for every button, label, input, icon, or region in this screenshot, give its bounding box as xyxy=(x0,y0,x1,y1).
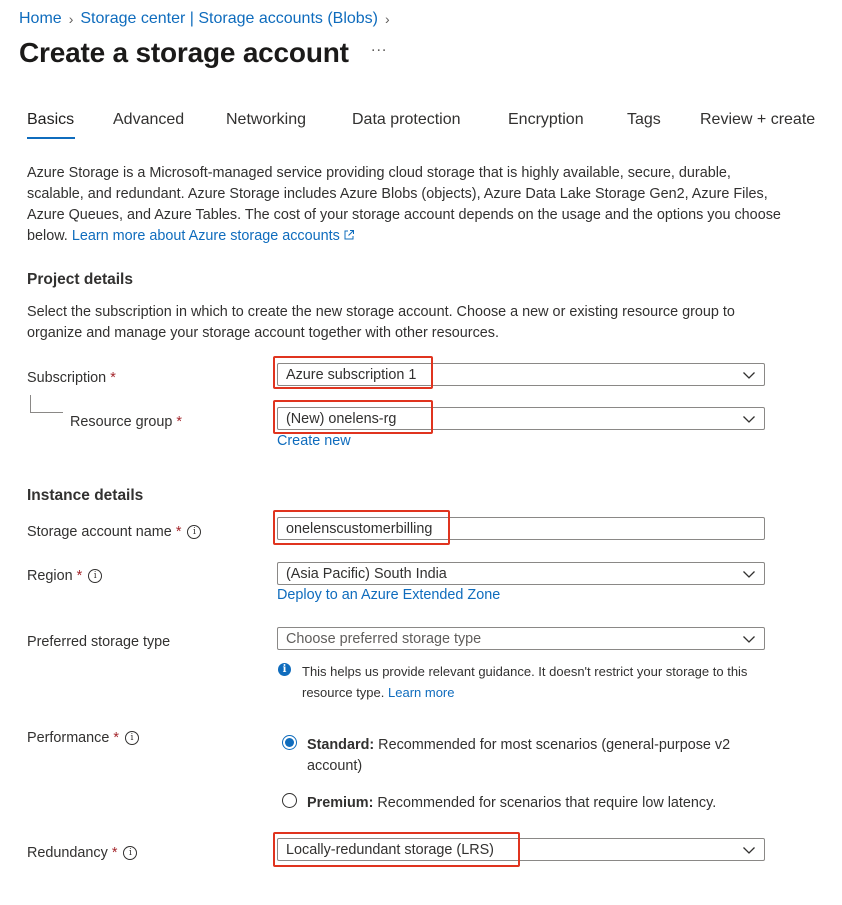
intro-text: Azure Storage is a Microsoft-managed service providing cloud storage that is highly available, secure, durable, scalable, and redundant. Azure Storage includes Azure Blobs (objects), Azure Data Lake Storage Gen2, Azure Files, Azure Queues, and Azure Tables. The cost of your storage account depends on the usage and the options you choose below. xyxy=(27,165,781,244)
breadcrumb-home-link[interactable]: Home xyxy=(19,10,62,27)
chevron-down-icon xyxy=(742,843,756,857)
learn-more-link[interactable]: Learn more xyxy=(388,685,455,700)
premium-option-text: Premium: Recommended for scenarios that require low latency. xyxy=(307,795,717,811)
storage-account-name-label: Storage account name * i xyxy=(27,524,201,540)
standard-option-text: Standard: Recommended for most scenarios (general-purpose v2 account) xyxy=(307,737,731,774)
preferred-storage-type-dropdown[interactable] xyxy=(277,627,765,650)
chevron-down-icon xyxy=(742,368,756,382)
tab-data-protection[interactable]: Data protection xyxy=(352,111,461,128)
chevron-right-icon: › xyxy=(385,11,390,27)
resource-group-dropdown[interactable] xyxy=(277,407,765,430)
standard-radio[interactable] xyxy=(282,735,297,750)
tab-review-create[interactable]: Review + create xyxy=(700,111,816,128)
tree-connector xyxy=(30,412,63,413)
preferred-storage-type-placeholder: Choose preferred storage type xyxy=(286,630,482,647)
performance-label: Performance * i xyxy=(27,730,139,746)
info-filled-icon: i xyxy=(278,663,291,676)
region-label: Region * i xyxy=(27,568,102,584)
redundancy-label: Redundancy * i xyxy=(27,845,137,861)
extended-zone-link[interactable]: Deploy to an Azure Extended Zone xyxy=(277,587,501,603)
chevron-right-icon: › xyxy=(68,11,74,27)
info-icon[interactable]: i xyxy=(125,731,139,745)
tab-advanced[interactable]: Advanced xyxy=(113,111,185,128)
breadcrumb xyxy=(19,10,397,28)
chevron-down-icon xyxy=(742,412,756,426)
info-icon[interactable]: i xyxy=(187,525,201,539)
required-mark: * xyxy=(111,845,118,861)
create-new-link[interactable]: Create new xyxy=(277,433,351,449)
preferred-storage-note: This helps us provide relevant guidance. It doesn't restrict your storage to this resource type. Learn more xyxy=(302,664,748,700)
instance-details-heading: Instance details xyxy=(27,487,144,504)
required-mark: * xyxy=(175,524,182,540)
active-tab-indicator xyxy=(27,137,75,139)
resource-group-value: (New) onelens-rg xyxy=(286,410,397,427)
tab-encryption[interactable]: Encryption xyxy=(508,111,584,128)
learn-more-storage-link[interactable]: Learn more about Azure storage accounts xyxy=(72,228,355,244)
external-link-icon xyxy=(343,229,355,241)
more-options-icon[interactable]: ... xyxy=(371,38,388,55)
info-icon[interactable]: i xyxy=(123,846,137,860)
region-value: (Asia Pacific) South India xyxy=(286,565,447,582)
page-title: Create a storage account xyxy=(19,37,349,68)
redundancy-value: Locally-redundant storage (LRS) xyxy=(286,841,494,858)
subscription-value: Azure subscription 1 xyxy=(286,366,417,383)
intro-paragraph xyxy=(27,163,787,247)
required-mark: * xyxy=(76,568,83,584)
chevron-down-icon xyxy=(742,567,756,581)
subscription-dropdown[interactable] xyxy=(277,363,765,386)
tab-basics[interactable]: Basics xyxy=(27,111,75,128)
info-icon[interactable]: i xyxy=(88,569,102,583)
redundancy-dropdown[interactable] xyxy=(277,838,765,861)
preferred-storage-type-label: Preferred storage type xyxy=(27,634,171,650)
subscription-label: Subscription * xyxy=(27,370,116,386)
premium-radio[interactable] xyxy=(282,793,297,808)
chevron-down-icon xyxy=(742,632,756,646)
required-mark: * xyxy=(110,370,116,386)
tree-connector xyxy=(30,395,31,413)
breadcrumb-storage-center-link[interactable]: Storage center | Storage accounts (Blobs) xyxy=(80,10,379,27)
project-details-heading: Project details xyxy=(27,271,133,288)
required-mark: * xyxy=(113,730,119,746)
tab-tags[interactable]: Tags xyxy=(627,111,661,128)
storage-account-name-value: onelenscustomerbilling xyxy=(286,520,433,537)
region-dropdown[interactable] xyxy=(277,562,765,585)
storage-account-name-input[interactable] xyxy=(277,517,765,540)
required-mark: * xyxy=(176,414,183,430)
resource-group-label: Resource group * xyxy=(70,414,183,430)
tab-networking[interactable]: Networking xyxy=(226,111,307,128)
project-details-description: Select the subscription in which to create the new storage account. Choose a new or existing resource group to organize and manage your storage account together with other resources. xyxy=(27,304,735,341)
